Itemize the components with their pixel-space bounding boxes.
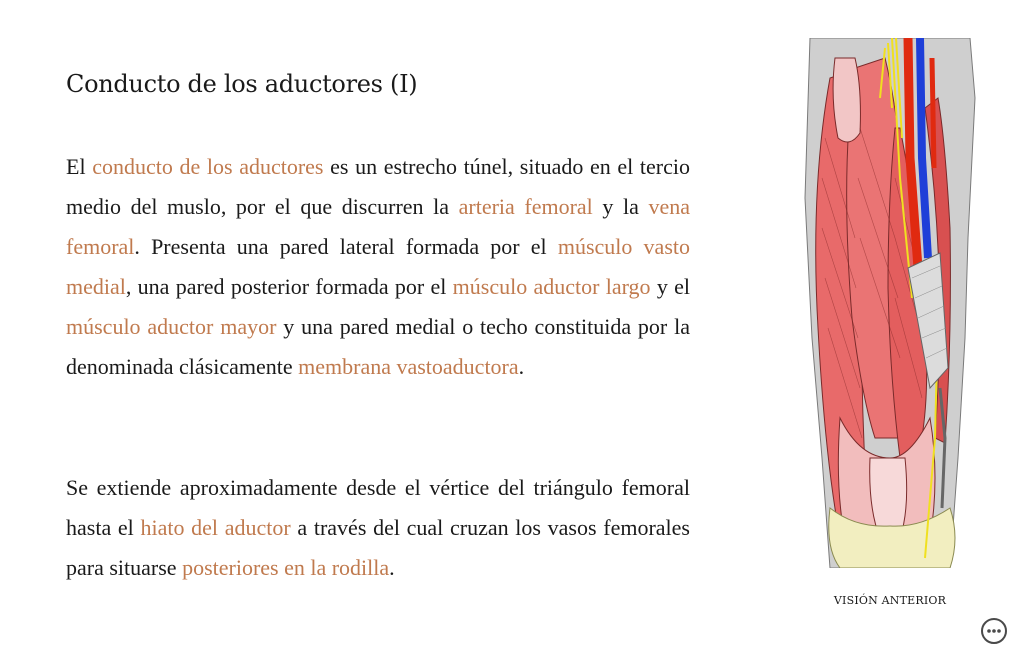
figure-caption: VISIÓN ANTERIOR <box>833 594 947 607</box>
highlighted-term: membrana vastoaductora <box>298 354 519 379</box>
highlighted-term: hiato del aductor <box>140 515 291 540</box>
highlighted-term: conducto de los aductores <box>92 154 324 179</box>
paragraph-text: Se extiende aproximadamente desde el vértice del triángulo femoral hasta el <box>66 475 690 540</box>
paragraph-text: . Presenta una pared lateral formada por el <box>134 234 558 259</box>
paragraph-text: a través del cual cruzan los vasos femorales para situarse <box>66 515 690 580</box>
paragraph-text: El <box>66 154 93 179</box>
highlighted-term: músculo vasto medial <box>66 234 690 299</box>
paragraph-extension <box>66 468 690 588</box>
paragraph-text: . <box>518 354 525 379</box>
more-options-icon[interactable] <box>980 617 1008 645</box>
highlighted-term: posteriores en la rodilla <box>182 555 390 580</box>
highlighted-term: músculo aductor mayor <box>66 314 277 339</box>
paragraph-text: y la <box>592 194 649 219</box>
thigh-anatomy-illustration <box>800 38 980 568</box>
paragraph-text: es un estrecho túnel, situado en el tercio medio del muslo, por el que discurren la <box>66 154 690 219</box>
paragraph-text: y el <box>650 274 690 299</box>
highlighted-term: músculo aductor largo <box>452 274 651 299</box>
highlighted-term: arteria femoral <box>458 194 593 219</box>
slide-title: Conducto de los aductores (I) <box>66 70 418 98</box>
highlighted-term: vena femoral <box>66 194 691 259</box>
paragraph-description <box>66 147 690 387</box>
paragraph-text: . <box>389 555 395 580</box>
paragraph-text: y una pared medial o techo constituida por la denominada clásicamente <box>66 314 690 379</box>
paragraph-text: , una pared posterior formada por el <box>125 274 453 299</box>
